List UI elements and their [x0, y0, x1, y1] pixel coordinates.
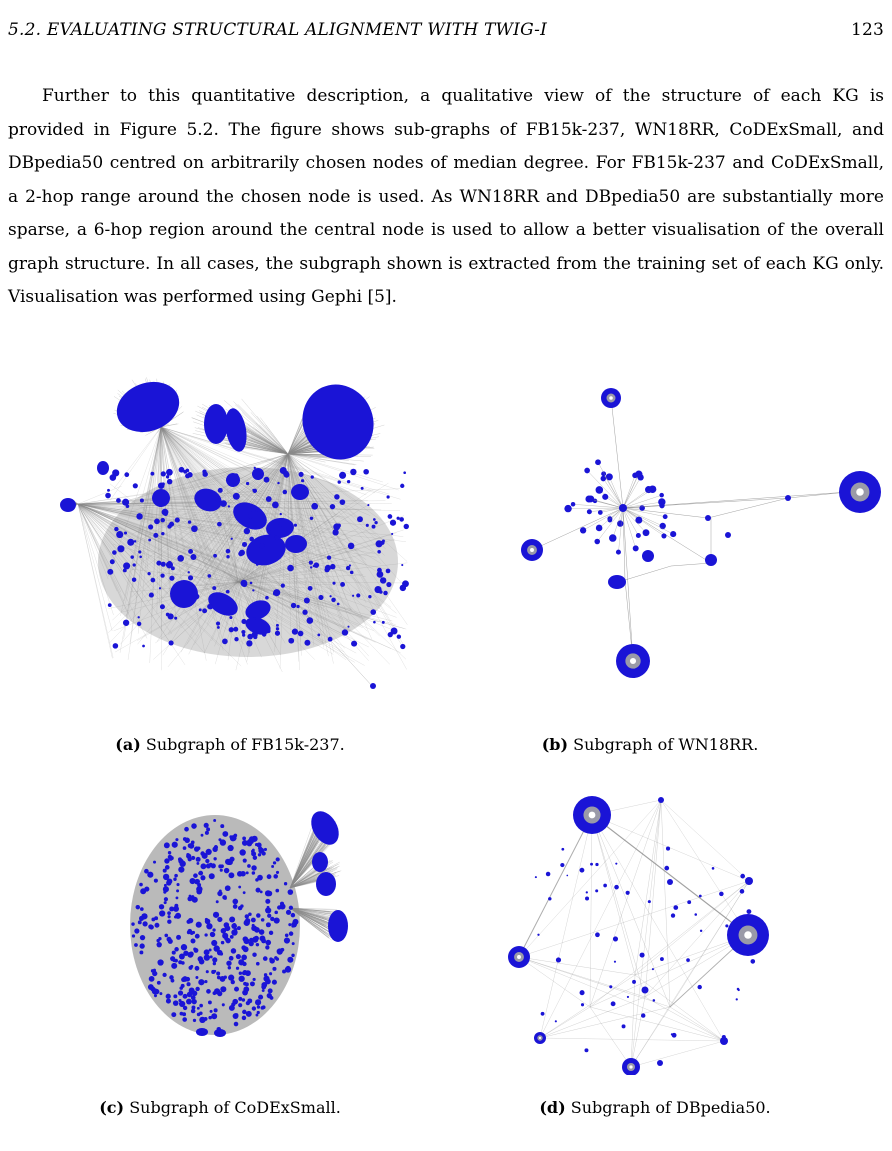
caption-a	[110, 735, 350, 754]
caption-d-tag: (d)	[539, 1098, 566, 1117]
figure-d-subgraph-dbpedia50	[495, 785, 795, 1075]
caption-c-tag: (c)	[99, 1098, 125, 1117]
caption-c	[90, 1098, 350, 1117]
page-number: 123	[850, 20, 884, 40]
figure-a-subgraph-fb15k237	[48, 372, 428, 692]
caption-a-text: Subgraph of FB15k-237.	[145, 735, 345, 754]
caption-c-text: Subgraph of CoDExSmall.	[129, 1098, 341, 1117]
graph-wn18rr	[508, 378, 888, 688]
caption-b	[530, 735, 770, 754]
running-head	[8, 20, 884, 44]
caption-b-text: Subgraph of WN18RR.	[573, 735, 759, 754]
chapter-section-title: 5.2. EVALUATING STRUCTURAL ALIGNMENT WITH TWIG-I	[8, 20, 548, 40]
caption-d	[525, 1098, 785, 1117]
caption-a-tag: (a)	[115, 735, 141, 754]
caption-b-tag: (b)	[541, 735, 569, 754]
figure-c-subgraph-codexsmall	[120, 800, 360, 1040]
graph-fb15k237	[48, 372, 428, 692]
graph-codexsmall	[120, 800, 360, 1040]
graph-dbpedia50	[495, 785, 795, 1075]
figure-b-subgraph-wn18rr	[508, 378, 888, 688]
caption-d-text: Subgraph of DBpedia50.	[570, 1098, 771, 1117]
body-paragraph: Further to this quantitative description, a qualitative view of the structure of each KG is provided in Figure 5.2. The figure shows sub-graphs of FB15k-237, WN18RR, CoDExSmall, and DBpedia50 centred on arbitrarily chosen nodes of median degree. For FB15k-237 and CoDExSmall, a 2-hop range around the chosen node is used. As WN18RR and DBpedia50 are substantially more sparse, a 6-hop region around the central node is used to allow a better visualisation of the overall graph structure. In all cases, the subgraph shown is extracted from the training set of each KG only. Visualisation was performed using Gephi [5].	[8, 86, 884, 307]
